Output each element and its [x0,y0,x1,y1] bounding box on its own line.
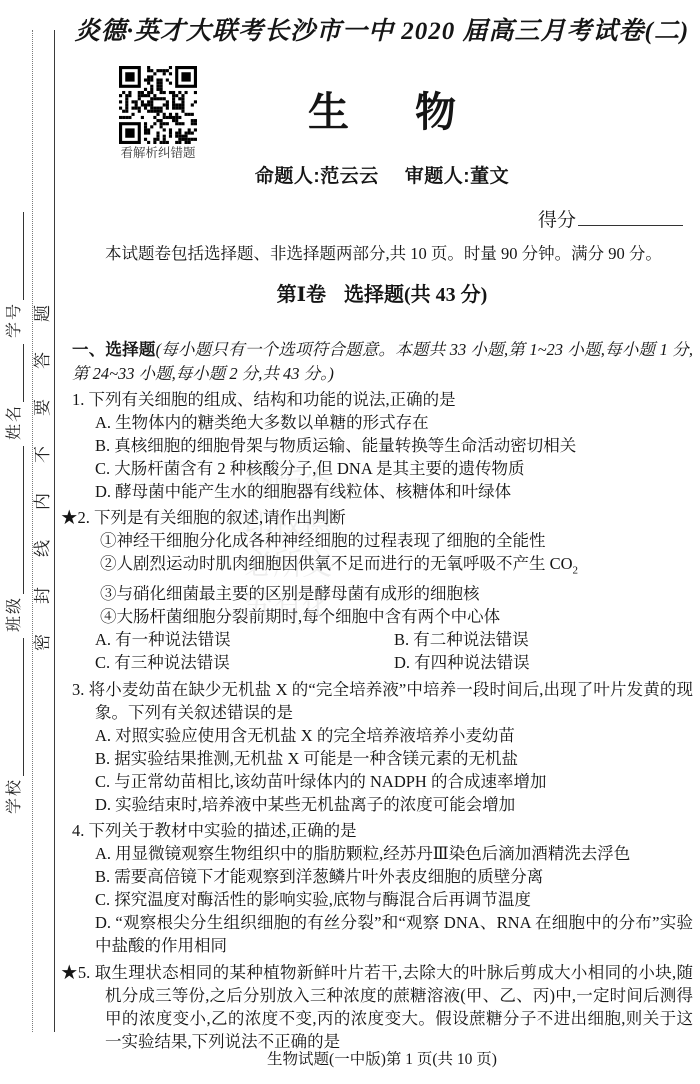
question-3-stem: 3. 将小麦幼苗在缺少无机盐 X 的“完全培养液”中培养一段时间后,出现了叶片发黄的现象。下列有关叙述错误的是 [72,680,693,723]
q2-item-3: ③与硝化细菌最主要的区别是酵母菌有成形的细胞核 [100,584,480,604]
question-2-items [100,529,693,628]
q3-option-a: A. 对照实验应使用含无机盐 X 的完全培养液培养小麦幼苗 [95,726,515,746]
q2-item-2-subscript: 2 [572,564,579,577]
page-footer: 生物试题(一中版)第 1 页(共 10 页) [267,1051,497,1068]
field-name-blank [6,344,24,402]
q4-option-d: D. “观察根尖分生组织细胞的有丝分裂”和“观察 DNA、RNA 在细胞中的分布”实验中盐酸的作用相同 [95,913,693,956]
q1-option-b: B. 真核细胞的细胞骨架与物质运输、能量转换等生命活动密切相关 [95,436,577,455]
score-row [538,205,683,232]
q2-item-2-text: ②人剧烈运动时肌肉细胞因供氧不足而进行的无氧呼吸不产生 CO [100,554,573,573]
exam-intro: 本试题卷包括选择题、非选择题两部分,共 10 页。时量 90 分钟。满分 90 分。 [105,244,662,263]
field-school-label: 学校 [6,778,23,815]
q4-option-c: C. 探究温度对酶活性的影响实验,底物与酶混合后再调节温度 [95,890,531,910]
q2-item-4: ④大肠杆菌细胞分裂前期时,每个细胞中含有两个中心体 [100,607,501,627]
q1-option-c: C. 大肠杆菌含有 2 种核酸分子,但 DNA 是其主要的遗传物质 [95,459,525,478]
q2-item-2 [100,552,693,582]
question-5-stem: ★5. 取生理状态相同的某种植物新鲜叶片若干,去除大的叶脉后剪成大小相同的小块,随机分成三等份,之后分别放入三种浓度的蔗糖溶液(甲、乙、丙)中,一定时间后测得甲的浓度变小,乙的浓度不变,丙的浓度变大。假设蔗糖分子不进出细胞,则关于这一实验结果,下列说法不正确的是 [61,963,693,1052]
q1-option-a: A. 生物体内的糖类绝大多数以单糖的形式存在 [95,413,429,432]
score-label: 得分 [538,210,577,231]
question-2-stem: ★2. 下列是有关细胞的叙述,请作出判断 [61,508,346,527]
exam-paper-title: 炎德·英才大联考长沙市一中 2020 届高三月考试卷(二) [74,18,690,45]
section-heading [72,338,693,385]
question-4-stem: 4. 下列关于教材中实验的描述,正确的是 [72,821,357,841]
field-studentno-blank [6,212,24,300]
watermark-line: 炎德文化 [297,468,330,628]
seal-instruction-text: 密封线内不要答题 [33,275,52,651]
q3-option-d: D. 实验结束时,培养液中某些无机盐离子的浓度可能会增加 [95,795,516,815]
q2-option-b: B. 有二种说法错误 [394,630,529,650]
question-3-options [95,724,693,816]
watermark-line: 版权所有 [268,468,301,628]
field-class-label: 班级 [6,596,23,633]
part-heading [72,284,692,307]
q2-option-c: C. 有三种说法错误 [95,653,230,673]
field-class-blank [6,446,24,594]
field-studentno-label: 学号 [6,301,23,338]
question-area [61,338,694,1053]
question-2-options-row-2 [95,651,693,674]
q2-option-a: A. 有一种说法错误 [95,630,231,650]
setter-label: 命题人:范云云 [254,166,379,187]
q2-item-1: ①神经干细胞分化成各种神经细胞的过程表现了细胞的全能性 [100,531,546,550]
section-lead: 一、选择题 [72,341,156,359]
q3-option-b: B. 据实验结果推测,无机盐 X 可能是一种含镁元素的无机盐 [95,749,519,769]
subject-char-1: 生 [308,89,349,135]
setters-line [72,165,692,188]
student-info-fields [0,95,26,925]
field-name-label: 姓名 [6,403,23,440]
q4-option-a: A. 用显微镜观察生物组织中的脂肪颗粒,经苏丹Ⅲ染色后滴加酒精洗去浮色 [95,844,631,864]
question-2-options-row-1 [95,628,693,651]
section-rules: (每小题只有一个选项符合题意。本题共 33 小题,第 1~23 小题,每小题 1 分,第 24~33 小题,每小题 2 分,共 43 分。) [72,340,694,383]
watermark-line: 翻印必究 [239,468,272,628]
reviewer-label: 审题人:董文 [404,166,510,187]
question-4-options [95,842,693,957]
part-subtitle: 选择题(共 43 分) [344,284,488,306]
part-title: 第Ⅰ卷 [276,284,327,306]
subject-char-2: 物 [415,89,456,135]
q2-option-d: D. 有四种说法错误 [394,653,530,673]
score-blank [578,205,683,226]
q4-option-b: B. 需要高倍镜下才能观察到洋葱鳞片叶外表皮细胞的质壁分离 [95,867,544,887]
q3-option-c: C. 与正常幼苗相比,该幼苗叶绿体内的 NADPH 的合成速率增加 [95,772,547,792]
subject-title [72,86,692,138]
qr-caption: 看解析纠错题 [120,146,196,160]
question-1-stem: 1. 下列有关细胞的组成、结构和功能的说法,正确的是 [72,390,456,409]
q1-option-d: D. 酵母菌中能产生水的细胞器有线粒体、核糖体和叶绿体 [95,482,512,501]
field-school-blank [6,638,24,776]
question-1-options [95,411,693,503]
